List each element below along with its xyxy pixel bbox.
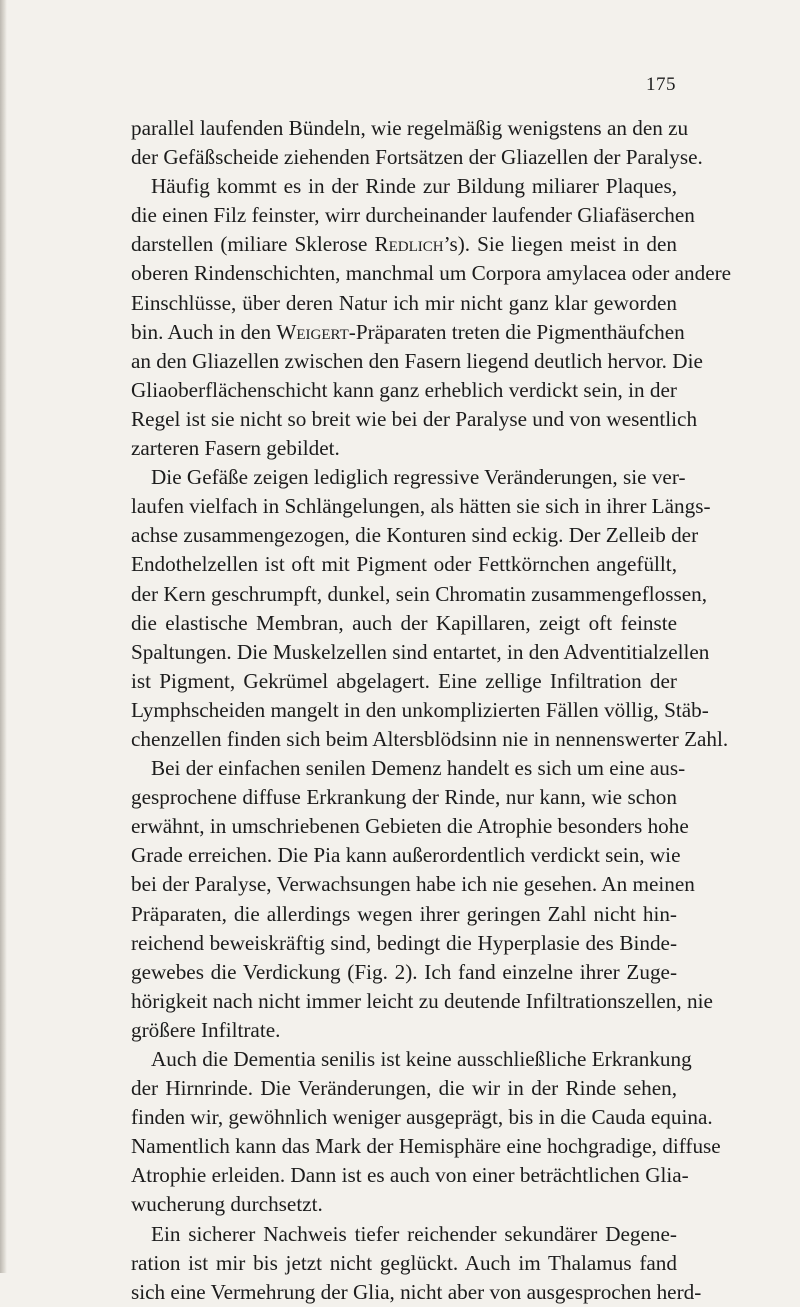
text-line: Die Gefäße zeigen lediglich regressive Veränderungen, sie ver- [151, 465, 686, 490]
text-run: ’s). Sie liegen meist in den [443, 232, 677, 257]
text-run: darstellen (miliare Sklerose [131, 232, 375, 257]
text-line: bei der Paralyse, Verwachsungen habe ich nie gesehen. An meinen [131, 872, 695, 897]
text-line: parallel laufenden Bündeln, wie regelmäßig wenigstens an den zu [131, 116, 689, 140]
text-line: Gliaoberflächenschicht kann ganz erheblich verdickt sein, in der [131, 377, 677, 402]
author-name-small-caps: Redlich [374, 232, 444, 257]
text-line: an den Gliazellen zwischen den Fasern liegend deutlich hervor. Die [131, 348, 703, 373]
text-line: der Gefäßscheide ziehenden Fortsätzen der Gliazellen der Paralyse. [131, 145, 703, 170]
text-line: ration ist mir bis jetzt nicht geglückt. Auch im Thalamus fand [131, 1250, 677, 1275]
text-line: Ein sicherer Nachweis tiefer reichender sekundärer Degene- [151, 1221, 677, 1246]
text-line: finden wir, gewöhnlich weniger ausgeprägt, bis in die Cauda equina. [131, 1105, 713, 1130]
text-line: Einschlüsse, über deren Natur ich mir nicht ganz klar geworden [131, 290, 677, 315]
text-line: Namentlich kann das Mark der Hemisphäre eine hochgradige, diffuse [131, 1134, 721, 1159]
text-line: die einen Filz feinster, wirr durcheinander laufender Gliafäserchen [131, 203, 695, 228]
text-line: Lymphscheiden mangelt in den unkomplizierten Fällen völlig, Stäb- [131, 697, 709, 722]
text-line: gesprochene diffuse Erkrankung der Rinde, nur kann, wie schon [131, 785, 677, 810]
text-line: der Kern geschrumpft, dunkel, sein Chromatin zusammengeflossen, [131, 581, 708, 606]
text-line: zarteren Fasern gebildet. [131, 436, 340, 461]
text-run: bin. Auch in den [131, 319, 277, 344]
text-line: gewebes die Verdickung (Fig. 2). Ich fand einzelne ihrer Zuge- [131, 959, 677, 984]
text-line: Endothelzellen ist oft mit Pigment oder Fettkörnchen angefüllt, [131, 552, 677, 577]
text-line: der Hirnrinde. Die Veränderungen, die wir in der Rinde sehen, [131, 1076, 677, 1101]
text-run: -Präparaten treten die Pigmenthäufchen [348, 319, 685, 344]
text-line [131, 230, 677, 259]
text-line: größere Infiltrate. [131, 1017, 281, 1042]
text-line: reichend beweiskräftig sind, bedingt die Hyperplasie des Binde- [131, 930, 677, 955]
text-line: Häufig kommt es in der Rinde zur Bildung miliarer Plaques, [151, 174, 677, 199]
text-line: achse zusammengezogen, die Konturen sind eckig. Der Zelleib der [131, 523, 699, 548]
text-line: ist Pigment, Gekrümel abgelagert. Eine zellige Infiltration der [131, 668, 677, 693]
author-name-small-caps: Weigert [276, 319, 349, 344]
text-line [131, 318, 685, 347]
text-line: chenzellen finden sich beim Altersblödsinn nie in nennenswerter Zahl. [131, 726, 729, 751]
text-line: wucherung durchsetzt. [131, 1192, 323, 1217]
text-line: hörigkeit nach nicht immer leicht zu deutende Infiltrationszellen, nie [131, 988, 713, 1013]
text-line: Auch die Dementia senilis ist keine ausschließliche Erkrankung [151, 1047, 692, 1071]
text-line: Präparaten, die allerdings wegen ihrer geringen Zahl nicht hin- [131, 901, 677, 926]
text-line: erwähnt, in umschriebenen Gebieten die Atrophie besonders hohe [131, 814, 689, 839]
text-line: oberen Rindenschichten, manchmal um Corpora amylacea oder andere [131, 261, 732, 286]
text-line: Spaltungen. Die Muskelzellen sind entartet, in den Adventitialzellen [131, 639, 710, 664]
text-line: Grade erreichen. Die Pia kann außerordentlich verdickt sein, wie [131, 843, 681, 868]
page-edge-shadow [0, 0, 7, 1273]
text-line: Atrophie erleiden. Dann ist es auch von einer beträchtlichen Glia- [131, 1163, 689, 1188]
text-line: laufen vielfach in Schlängelungen, als hätten sie sich in ihrer Längs- [131, 494, 711, 519]
page-number: 175 [646, 74, 676, 95]
text-line: sich eine Vermehrung der Glia, nicht aber von ausgesprochen herd- [131, 1279, 702, 1304]
body-text [131, 114, 732, 1307]
text-line: Bei der einfachen senilen Demenz handelt es sich um eine aus- [151, 756, 686, 781]
text-line: Regel ist sie nicht so breit wie bei der Paralyse und von wesentlich [131, 406, 698, 431]
text-line: die elastische Membran, auch der Kapillaren, zeigt oft feinste [131, 610, 677, 635]
